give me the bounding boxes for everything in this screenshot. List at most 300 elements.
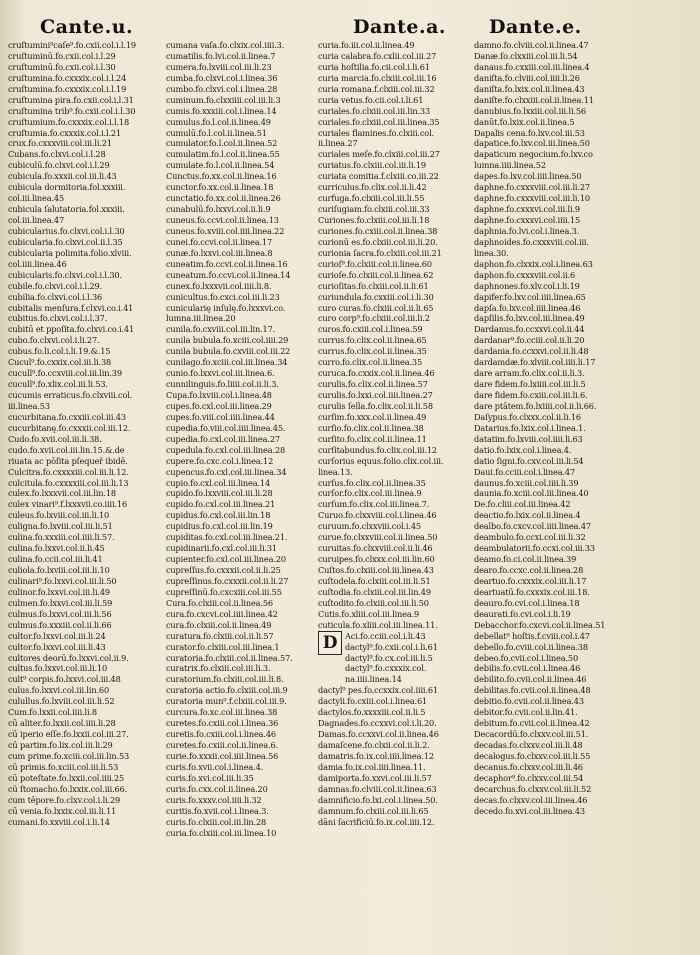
- index-entry: daniſta.fo.clviii.col.iiii.li.26: [474, 72, 580, 83]
- index-entry: cunilago.fo.xciii.col.iii.linea.34: [166, 357, 288, 368]
- index-entry: dare fidem.fo.cxiii.col.iii.li.6.: [474, 390, 588, 400]
- index-entry: culina.fo.xxxiii.col.iiii.li.57.: [8, 532, 115, 543]
- index-entry: curiata comitia.f.clxiii.co.iii.22: [318, 171, 439, 182]
- index-entry: col.iii.linea.45: [8, 193, 65, 204]
- index-entry: daphne.fo.cxxxvi.col.iiii.15: [474, 215, 581, 225]
- index-entry: cuſtodela.fo.clxiii.col.iii.li.51: [318, 575, 431, 586]
- index-entry: cruſtumina.fo.cxxxix.col.i.l.19: [8, 83, 127, 94]
- index-entry: curitis.fo.xvii.col.i.linea.3.: [166, 805, 269, 816]
- index-entry: cura.fo.cxcvi.col.iiii.linea.42: [166, 608, 278, 619]
- index-entry: curioſe.fo.clxiii.col.ii.linea.62: [318, 269, 434, 280]
- index-entry: dactylos.fo.xxxxiii.col.ii.li.5: [318, 707, 426, 718]
- index-entry: culmus.fo.xxxiii.col.ii.li.66: [8, 619, 112, 630]
- index-entry: curatoria actio.fo.clxiii.col.iii.9: [166, 685, 288, 696]
- index-entry: curcura.fo.xc.col.iii.linea.38: [166, 707, 278, 718]
- index-entry: decas.fo.clxxv.col.iii.linea.46: [474, 794, 588, 805]
- index-entry: daunia.fo.xciii.col.iii.linea.40: [474, 488, 589, 499]
- index-entry: cuſtodia.fo.clxiii.col.iii.lin.49: [318, 586, 431, 597]
- index-entry: danaus.fo.cxxiii.col.iii.linea.4: [474, 61, 590, 72]
- index-entry: currus.fo.clix.col.ii.linea.35: [318, 346, 427, 357]
- index-column-3-bottom: [318, 685, 478, 827]
- index-entry: curatrix.fo.clxiii.col.iii.li.3.: [166, 663, 271, 674]
- index-entry: curiales.fo.clxiii.col.iii.lin.33: [318, 105, 431, 116]
- index-entry: Cudo.fo.xvii.col.iii.li.38.: [8, 433, 102, 444]
- index-entry: Cutis.fo.xliii.col.iii.linea.9: [318, 608, 420, 619]
- index-entry: cū primis.fo.xciii.col.iii.li.53: [8, 761, 119, 772]
- index-entry: curiatus.fo.clxiii.col.iii.li.19: [318, 160, 426, 171]
- index-entry: cuſtodito.fo.clxiii.col.iii.li.50: [318, 597, 429, 608]
- index-entry: dardanar⁹.fo.cciii.col.ii.li.20: [474, 335, 585, 346]
- index-entry: dearo.fo.ccxc.col.ii.linea.28: [474, 565, 584, 575]
- index-entry: cuminum.fo.clxxiiii.col.iii.li.3: [166, 94, 281, 105]
- index-entry: cura.fo.clxiii.col.ii.linea.49: [166, 619, 272, 630]
- index-entry: culex vinari⁹.f.lxxxvii.co.iiii.16: [8, 499, 128, 510]
- index-entry: curiſugiam.fo.clxiii.col.iii.33: [318, 204, 430, 215]
- index-entry: cubicularis.fo.clxvi.col.i.l.30.: [8, 269, 122, 280]
- index-entry: cunabulū.fo.lxxvi.col.ii.li.9: [166, 204, 271, 215]
- index-entry: iii.linea.53: [8, 400, 50, 411]
- index-entry: curetes.fo.cxiii.col.i.linea.36: [166, 718, 279, 729]
- index-entry: damnas.fo.clviii.col.ii.linea.63: [318, 783, 437, 794]
- index-entry: Decacordū.fo.clxxv.col.iii.51.: [474, 729, 589, 740]
- index-entry: deambulatorii.fo.ccxi.col.iii.33: [474, 543, 595, 554]
- index-entry: cupedia.fo.cxl.col.iii.linea.27: [166, 433, 280, 444]
- index-entry: curiales.fo.clxiii.col.iii.linea.35: [318, 116, 440, 127]
- index-entry: curue.fo.clxxviii.col.ii.linea.50: [318, 532, 438, 543]
- index-entry: damnum.fo.clxiii.col.iii.li.65: [318, 805, 429, 816]
- index-entry: dardamdæ.fo.xlviii.col.iiii.li.17: [474, 357, 596, 368]
- index-entry: damaſcene.fo.clxii.col.ii.li.2.: [318, 740, 430, 750]
- index-entry: curie.fo.xxxii.col.iiii.linea.56: [166, 750, 279, 761]
- index-entry: culmus.fo.lxxvi.col.iii.li.56: [8, 608, 112, 619]
- index-entry: cumis.fo.xxxiii.col.i.linea.14: [166, 105, 277, 116]
- index-entry: culiola.fo.lxviii.col.iii.li.10: [8, 565, 110, 575]
- index-entry: curia vetus.fo.cii.col.i.li.61: [318, 94, 424, 105]
- index-entry: curſor.fo.clix.col.iii.linea.9: [318, 488, 422, 499]
- index-entry: curionū es.fo.clxiii.col.iii.li.20.: [318, 236, 438, 247]
- index-entry: decadas.fo.clxxv.col.iii.li.48: [474, 740, 583, 750]
- index-entry: daniſta.fo.lxix.col.ii.linea.43: [474, 83, 585, 94]
- index-entry: dactyl⁹ pes.fo.ccxxix.col.iiii.61: [318, 685, 438, 696]
- index-entry: cucull⁹.fo.xlix.col.iii.li.53.: [8, 379, 108, 390]
- index-entry: datatim.fo.lxviii.col.iiii.li.63: [474, 433, 583, 444]
- index-entry: cunctor.fo.xx.col.ii.linea.18: [166, 182, 274, 193]
- index-entry: cubitus.fo.clxvi.col.i.l.37.: [8, 313, 108, 324]
- index-entry: cruſtumina pira.fo.cxii.col.i.l.31: [8, 94, 134, 105]
- index-entry: curulis ſella.fo.clix.col.ii.li.58: [318, 400, 433, 411]
- index-entry: curro.fo.clix.col.ii.linea.35: [318, 357, 423, 368]
- index-entry: curia calabra.fo.cxlii.col.iii.27: [318, 50, 437, 61]
- index-entry: cucumis erraticus.fo.clxviii.col.: [8, 390, 133, 400]
- index-entry: cubiculū.fo.clxvi.col.i.l.29: [8, 160, 110, 171]
- index-entry: cruſtumium.fo.cxxxix.col.i.l.18: [8, 116, 130, 127]
- index-entry: cupiditas.fo.cxl.col.iii.linea.21.: [166, 532, 288, 543]
- index-entry: cubilia.fo.clxvi.col.i.l.36: [8, 291, 103, 302]
- index-entry: cubicularia.fo.clxvi.col.ii.l.35: [8, 236, 123, 247]
- index-entry: cubitū et ppoſita.fo.clxvi.co.i.41: [8, 324, 135, 335]
- index-entry: linea.30.: [474, 247, 509, 258]
- index-entry: decanus.fo.clxxv.col.iii.li.46: [474, 761, 583, 772]
- index-entry: culina.fo.ccii.col.iii.li.41: [8, 554, 103, 565]
- index-entry: Cuſtos.fo.clxiii.col.iii.linea.43: [318, 565, 434, 575]
- index-entry: damnificio.fo.lxi.col.i.linea.50.: [318, 794, 438, 805]
- index-entry: dealbo.fo.cxcv.col.iiii.linea.47: [474, 521, 591, 532]
- index-entry: Dapalis cena.fo.lxv.col.iii.53: [474, 127, 585, 138]
- index-entry: Curuo.fo.clxxviii.col.i.linea.46: [318, 510, 437, 521]
- index-entry: cunæ.fo.lxxvi.col.iii.linea.8: [166, 247, 273, 258]
- index-entry: cruſtumia.fo.cxxxix.col.i.l.21: [8, 127, 122, 138]
- index-entry: cunila bubula.fo.xciii.col.iiii.29: [166, 335, 289, 346]
- index-entry: Daſypus.fo.clxxx.col.ii.li.16: [474, 411, 581, 422]
- index-entry: debitum.fo.cvii.col.ii.linea.42: [474, 718, 590, 729]
- index-entry: damiporta.fo.xxvi.col.iii.li.57: [318, 772, 432, 783]
- index-entry: cupio.fo.cxl.col.iii.linea.14: [166, 477, 271, 488]
- index-entry: debilito.fo.cvii.col.ii.linea.46: [474, 674, 587, 685]
- index-entry: curſio.fo.clix.col.ii.linea.38: [318, 422, 424, 433]
- index-entry: daphne.fo.cxxxviii.col.iii.li.10: [474, 193, 590, 204]
- index-entry: Damas.fo.ccxxvi.col.ii.linea.46: [318, 729, 439, 740]
- index-entry: debellat⁹ hoſtis.f.cviii.col.i.47: [474, 630, 590, 641]
- index-entry: curionia ſacra.fo.clxiii.col.iii.21: [318, 247, 442, 258]
- index-entry: dāni ſacrificiū.fo.ix.col.iiii.12.: [318, 816, 435, 827]
- index-entry: ii.linea.27: [318, 138, 358, 149]
- index-entry: decedo.fo.xvi.col.iii.linea.43: [474, 805, 585, 816]
- index-entry: cumulatim.fo.l.col.ii.linea.55: [166, 149, 280, 160]
- index-entry: col.iiii.linea.46: [8, 258, 67, 269]
- index-entry: cunicularię inſulę.fo.lxxxvi.co.: [166, 302, 286, 313]
- index-entry: curſum.fo.clix.col.iii.linea.7.: [318, 499, 430, 510]
- index-entry: cū partim.fo.lix.col.iii.li.29: [8, 740, 113, 750]
- index-entry: cunila bubula.fo.cxviii.col.iii.22: [166, 346, 291, 357]
- index-entry: curatorium.fo.clxiii.col.iii.li.8.: [166, 674, 284, 685]
- index-entry: curo curas.fo.clxiii.col.ii.li.65: [318, 302, 434, 313]
- index-entry: cunex.fo.lxxxvii.col.iiii.li.8.: [166, 280, 272, 291]
- index-entry: cupes.fo.viii.col.iiii.linea.44: [166, 411, 275, 422]
- index-entry: Cucul⁹.fo.cxxix.col.iii.li.38: [8, 357, 112, 368]
- index-entry: culex.fo.lxxxvii.col.iii.lin.18: [8, 488, 116, 499]
- index-column-2: [166, 40, 316, 838]
- index-entry: cucurbitana.fo.cxxiii.col.iii.43: [8, 411, 126, 422]
- index-entry: cudo.fo.xvii.col.iii.lin.15.&.de: [8, 444, 125, 455]
- index-entry: Aci.fo.cciii.col.i.li.43: [345, 630, 426, 641]
- index-entry: debitio.fo.cvii.col.ii.linea.43: [474, 696, 584, 707]
- index-entry: curiones.fo.cxiii.col.ii.linea.38: [318, 225, 438, 236]
- index-entry: curſitabundus.fo.clix.col.iii.12: [318, 444, 437, 455]
- index-entry: cruſtuminū.fo.cxii.col.i.l.29: [8, 50, 116, 61]
- index-entry: cum tēpore.fo.clxv.col.i.li.29: [8, 794, 121, 805]
- index-entry: curo corp⁹.fo.clxiii.col.iii.li.2: [318, 313, 430, 324]
- index-entry: dactyl⁹.fo.cxii.col.i.li.61: [345, 641, 438, 652]
- index-entry: cubicula dormitoria.fol.xxxiii.: [8, 182, 126, 193]
- index-entry: curatura.fo.clxiii.col.ii.li.57: [166, 630, 274, 641]
- index-entry: damatris.fo.ix.col.iiii.linea.12: [318, 750, 434, 761]
- index-entry: riuata ac pōſita pſequeř ibidē.: [8, 455, 128, 466]
- index-entry: curia.fo.clxiii.col.iii.linea.10: [166, 827, 277, 838]
- index-entry: culus.fo.lxxvi.col.iii.lin.60: [8, 685, 110, 696]
- index-entry: curulis.fo.lxxi.col.iiii.linea.27: [318, 390, 433, 400]
- index-entry: curſito.fo.clix.col.ii.linea.11: [318, 433, 427, 444]
- index-entry: curetes.fo.cxiii.col.ii.linea.6.: [166, 740, 279, 750]
- index-entry: datio ſigni.fo.cxv.col.iii.li.54: [474, 455, 584, 466]
- index-entry: damno.fo.clviii.col.ii.linea.47: [474, 40, 589, 50]
- index-entry: curuitas.fo.clxxviii.col.ii.li.46: [318, 543, 433, 554]
- index-entry: cumulate.fo.l.col.ii.linea.54: [166, 160, 275, 171]
- index-entry: cunctatio.fo.xx.col.ii.linea.26: [166, 193, 281, 204]
- index-entry: curiundula.fo.cxxiii.col.i.li.30: [318, 291, 434, 302]
- index-entry: cumbo.fo.clxvi.col.i.linea.28: [166, 83, 278, 94]
- index-entry: cuticula.fo.xliii.col.iii.linea.11.: [318, 619, 438, 630]
- index-entry: culinor.fo.lxxvi.col.iii.li.49: [8, 586, 110, 597]
- index-entry: deactio.fo.lxix.col.ii.linea.4: [474, 510, 581, 521]
- index-entry: cucull⁹.fo.ccxviii.col.iii.lin.39: [8, 368, 122, 379]
- index-entry: cruſtumini⁹caſe⁹.fo.cxii.col.i.l.19: [8, 40, 136, 50]
- index-entry: culina.fo.lxxvi.col.ii.li.45: [8, 543, 105, 554]
- index-entry: cubitalis menſura.f.clxvi.co.i.41: [8, 302, 134, 313]
- index-entry: curatoria mun⁹.f.clxiii.col.iii.9.: [166, 696, 287, 707]
- index-entry: cruſtumina.fo.cxxxix.col.i.l.24: [8, 72, 127, 83]
- index-entry: cuneatim.fo.ccvi.col.ii.linea.16: [166, 258, 288, 269]
- index-entry: danūt.fo.lxix.col.ii.linea.5: [474, 116, 575, 127]
- index-entry: daphon.fo.cxxxviii.col.ii.6: [474, 269, 576, 280]
- index-entry: curia marcia.fo.clxiii.col.iii.16: [318, 72, 437, 83]
- index-entry: Dardanus.fo.ccxxvi.col.ii.44: [474, 324, 585, 335]
- index-entry: De.fo.cliii.col.iii.linea.42: [474, 499, 571, 510]
- index-entry: curis.fo.xxxv.col.iiii.li.32: [166, 794, 262, 805]
- index-entry: cupidus.fo.cxl.col.iii.lin.18: [166, 510, 271, 521]
- index-entry: Cum.fo.lxxii.col.iiii.li.8: [8, 707, 97, 718]
- index-entry: curatoria.fo.clxiii.col.ii.linea.57.: [166, 652, 293, 663]
- index-entry: cupes.fo.cxl.col.iii.linea.29: [166, 400, 272, 411]
- index-entry: cū ſtomacho.fo.lxxix.col.iii.66.: [8, 783, 128, 794]
- index-entry: curſus.fo.clix.col.ii.linea.35: [318, 477, 426, 488]
- index-entry: dactyl⁹.fo.cxxxix.col.: [345, 663, 427, 674]
- index-entry: cupedula.fo.cxl.col.iii.linea.28: [166, 444, 286, 455]
- index-entry: curuum.fo.clxxviii.col.i.45: [318, 521, 421, 532]
- index-entry: curuipes.fo.clxxx.col.iii.lin.60: [318, 554, 435, 565]
- index-entry: curis.fo.xvi.col.iii.li.35: [166, 772, 254, 783]
- index-entry: curiales meſe.fo.clxiii.col.iii.27: [318, 149, 440, 160]
- index-entry: currus.fo.clix.col.ii.linea.65: [318, 335, 427, 346]
- index-entry: debello.fo.cviii.col.ii.linea.38: [474, 641, 588, 652]
- index-entry: Daui.fo.cciii.col.i.linea.47: [474, 466, 576, 477]
- index-entry: deambulo.fo.ccxi.col.iii.li.32: [474, 532, 586, 543]
- index-entry: cubus.fo.li.col.i.li.19.&.15: [8, 346, 111, 357]
- index-entry: curioſ⁹.fo.clxiii.col.ii.linea.60: [318, 258, 432, 269]
- index-entry: curos.fo.cxiii.col.i.linea.59: [318, 324, 423, 335]
- index-entry: cubicula.fo.xxxii.col.iii.li.43: [8, 171, 117, 182]
- index-entry: curſim.fo.xxx.col.ii.linea.49: [318, 411, 427, 422]
- index-entry: curetis.fo.cxiii.col.i.linea.46: [166, 729, 276, 740]
- decorated-initial-letter: D: [318, 631, 342, 655]
- index-entry: cult⁹ corpis.fo.lxxvi.col.iii.48: [8, 674, 121, 685]
- index-entry: dactyl⁹.fo.cx.col.iii.li.5: [345, 652, 433, 663]
- index-entry: cubo.fo.clxvi.col.i.li.27.: [8, 335, 100, 346]
- index-entry: lumna.iii.linea.20: [166, 313, 236, 324]
- running-head-middle: Dante.a.: [353, 16, 447, 38]
- index-entry: daunus.fo.xciii.col.iiii.li.39: [474, 477, 579, 488]
- index-entry: Debacchor.fo.cxcvi.col.ii.linea.51: [474, 619, 606, 630]
- index-entry: deartuatū.fo.cxxxix.col.iii.18.: [474, 586, 590, 597]
- index-entry: Dagnades.fo.ccxxvi.col.i.li.20.: [318, 718, 437, 729]
- index-entry: cubile.fo.clxvi.col.i.l.29.: [8, 280, 103, 291]
- index-entry: cupencus.fo.cxl.col.iii.linea.34: [166, 466, 287, 477]
- index-entry: dapſa.fo.lxv.col.iiii.linea.46: [474, 302, 581, 313]
- index-entry: lumna.iiii.linea.52: [474, 160, 546, 171]
- index-entry: curia hoſtilia.fo.cii.col.i.li.61: [318, 61, 430, 72]
- index-entry: daniſte.fo.clxxiii.col.ii.linea.11: [474, 94, 594, 105]
- index-entry: cruſtumina trib⁹.fo.cxii.col.i.l.30: [8, 105, 136, 116]
- index-entry: curis.fo.xvii.col.i.linea.4.: [166, 761, 264, 772]
- index-entry: deaurati.fo.cvi.col.i.li.19: [474, 608, 571, 619]
- index-entry: curator.fo.clxiii.col.iii.linea.1: [166, 641, 280, 652]
- index-entry: culinari⁹.fo.lxxvi.col.iii.li.50: [8, 575, 117, 586]
- index-entry: cum prime.fo.xciii.col.iii.lin.53: [8, 750, 130, 761]
- index-entry: cubicula ſalutatoria.fol.xxxiii.: [8, 204, 125, 215]
- index-entry: cuneatum.fo.ccvi.col.ii.linea.14: [166, 269, 291, 280]
- index-entry: curſorius equus.folio.clix.col.iii.: [318, 455, 444, 466]
- index-entry: curis.fo.clxiii.col.iii.lin.28: [166, 816, 267, 827]
- index-entry: daphne.fo.cxxxvi.col.iii.li.9: [474, 204, 580, 215]
- index-entry: curiales flamines.fo.clxiii.col.: [318, 127, 435, 138]
- index-entry: culmen.fo.lxxvi.col.iii.li.59: [8, 597, 113, 608]
- index-entry: cū iperio eſſe.fo.lxxii.col.iii.27.: [8, 729, 129, 740]
- index-entry: na.iiii.linea.14: [345, 674, 402, 685]
- index-entry: cunei.fo.ccvi.col.ii.linea.17: [166, 236, 273, 247]
- index-entry: col.iii.linea.47: [8, 215, 65, 225]
- index-entry: culeus.fo.lxviii.col.iii.li.10: [8, 510, 110, 521]
- index-entry: cumba.fo.clxvi.col.i.linea.36: [166, 72, 278, 83]
- index-entry: cumulus.fo.l.col.ii.linea.49: [166, 116, 271, 127]
- index-entry: dare fidem.fo.lxiiii.col.iii.li.5: [474, 379, 586, 390]
- index-entry: decarchus.fo.clxxv.col.iii.li.52: [474, 783, 592, 794]
- index-entry: culullus.fo.lxviii.col.iii.li.52: [8, 696, 115, 707]
- index-entry: curia romana.f.clxiii.col.iii.32: [318, 83, 435, 94]
- index-entry: debilitas.fo.cvii.col.ii.linea.48: [474, 685, 591, 696]
- index-entry: culigna.fo.lxviii.col.iii.li.51: [8, 521, 113, 532]
- index-entry: dapes.fo.lxv.col.iiii.linea.50: [474, 171, 582, 182]
- index-entry: cubicularia polimita.folio.xlviii.: [8, 247, 132, 258]
- index-entry: cupido.fo.lxxviii.col.iii.li.28: [166, 488, 273, 499]
- index-entry: cū aliter.fo.lxxii.col.iiii.li.28: [8, 718, 116, 729]
- index-entry: cumatilis.fo.lvi.col.ii.linea.7: [166, 50, 276, 61]
- index-column-3-top: [318, 40, 478, 631]
- index-entry: dapifer.fo.lxv.col.iiii.linea.65: [474, 291, 586, 302]
- index-entry: Cubans.fo.clxvi.col.i.l.28: [8, 149, 106, 160]
- index-entry: daphnoides.fo.cxxxviii.col.iii.: [474, 236, 589, 247]
- index-entry: daphon.fo.clxxix.col.i.linea.63: [474, 258, 593, 269]
- index-entry: crux.fo.cxxxviii.col.iii.li.21: [8, 138, 112, 149]
- index-entry: daphnones.fo.xlv.col.i.li.19: [474, 280, 580, 291]
- index-entry: dapatice.fo.lxv.col.iii.linea.50: [474, 138, 590, 149]
- index-entry: cuneus.fo.ccvi.col.ii.linea.13: [166, 215, 279, 225]
- index-entry: curfuga.fo.clxiii.col.iii.li.55: [318, 193, 425, 204]
- index-entry: cuneus.fo.xviii.col.iiii.linea.22: [166, 225, 285, 236]
- index-entry: dare ptātem.fo.lxiiii.col.ii.li.66.: [474, 400, 597, 411]
- index-entry: linea.13.: [318, 466, 353, 477]
- index-entry: deauro.fo.cvi.col.i.linea.18: [474, 597, 580, 608]
- index-entry: cultus.fo.lxxvi.col.iii.li.10: [8, 663, 108, 674]
- index-column-1: [8, 40, 166, 828]
- index-entry: dapaticum negocium.fo.lxv.co: [474, 149, 593, 160]
- index-entry: cultores deorū.fo.lxxvi.col.ii.9.: [8, 652, 129, 663]
- index-entry: cū venia.fo.lxxix.col.iii.li.11: [8, 805, 117, 816]
- index-entry: cupidinarii.fo.cxl.col.iii.li.31: [166, 543, 277, 554]
- index-entry: cumera.fo.lxviii.col.iii.li.23: [166, 61, 272, 72]
- index-entry: cupedia.fo.viii.col.iiii.linea.45.: [166, 422, 286, 433]
- index-entry: curioſitas.fo.clxiii.col.ii.li.61: [318, 280, 429, 291]
- index-entry: cunnilinguis.fo.liiii.col.ii.li.3.: [166, 379, 279, 390]
- index-entry: damia.fo.ix.col.iiii.linea.11.: [318, 761, 426, 772]
- index-entry: dapſilis.fo.lxv.col.iii.linea.49: [474, 313, 585, 324]
- index-entry: decalogus.fo.clxxv.col.iii.li.55: [474, 750, 591, 761]
- index-entry: cū poteſtate.fo.lxxii.col.iiii.25: [8, 772, 125, 783]
- index-entry: Curiones.fo.clxiii.col.iii.li.18: [318, 215, 430, 225]
- index-entry: curuca.fo.cxxix.col.ii.linea.46: [318, 368, 435, 379]
- index-entry: curriculus.fo.clix.col.ii.li.42: [318, 182, 427, 193]
- running-head-left: Cante.u.: [40, 16, 134, 38]
- index-entry: Danæ.fo.clxxiii.col.iii.li.54: [474, 50, 578, 61]
- index-entry: cultor.fo.lxxvi.col.iii.li.24: [8, 630, 106, 641]
- index-entry: cumulator.fo.l.col.ii.linea.52: [166, 138, 278, 149]
- initial-block: [318, 631, 478, 686]
- index-entry: decaphor⁹.fo.clxxv.col.iii.54: [474, 772, 584, 783]
- index-entry: deartuo.fo.cxxxix.col.iii.li.17: [474, 575, 587, 586]
- index-entry: cultor.fo.lxxvi.col.iii.li.43: [8, 641, 106, 652]
- index-entry: dare arram.fo.clix.col.ii.li.3.: [474, 368, 585, 379]
- running-head-right: Dante.e.: [489, 16, 582, 38]
- initial-block-lines: [345, 631, 438, 686]
- index-entry: cunicultus.fo.cxci.col.iii.li.23: [166, 291, 280, 302]
- index-entry: daphnia.fo.lvi.col.i.linea.3.: [474, 225, 580, 236]
- index-entry: cunio.fo.lxxvi.col.iii.linea.6.: [166, 368, 275, 379]
- index-entry: Cupa.fo.lxviii.col.i.linea.48: [166, 390, 272, 400]
- index-entry: dactyli.fo.cxiii.col.i.linea.61: [318, 696, 428, 707]
- index-entry: Cura.fo.clxiii.col.ii.linea.56: [166, 597, 273, 608]
- index-entry: cumani.fo.xxviii.col.i.li.14: [8, 816, 110, 827]
- index-entry: cupienter.fo.cxl.col.iii.linea.20: [166, 554, 286, 565]
- index-entry: Culcitra.fo.cxxxxiii.col.iii.li.12.: [8, 466, 129, 477]
- index-entry: cruſtuminū.fo.cxii.col.i.l.30: [8, 61, 116, 72]
- index-entry: daphne.fo.cxxxviii.col.iii.li.27: [474, 182, 590, 193]
- index-entry: debeo.fo.cvii.col.i.linea.50: [474, 652, 579, 663]
- index-entry: cucurbitanę.fo.cxxxii.col.iii.12.: [8, 422, 131, 433]
- index-entry: cupreſſinū.fo.cxcxiii.col.iii.55: [166, 586, 282, 597]
- index-entry: Cunctus.fo.xx.col.ii.linea.16: [166, 171, 277, 182]
- index-entry: cumulū.fo.l.col.ii.linea.51: [166, 127, 267, 138]
- index-entry: cupreſſus.fo.cxxxii.col.ii.li.25: [166, 565, 281, 575]
- index-column-4: [474, 40, 644, 817]
- index-entry: debilis.fo.cvii.col.i.linea.46: [474, 663, 581, 674]
- index-entry: culcitula.fo.cxxxxiii.col.iii.li.13: [8, 477, 129, 488]
- index-entry: curis.fo.cxx.col.ii.linea.20: [166, 783, 268, 794]
- index-entry: debitor.fo.cvii.col.ii.lin.41.: [474, 707, 578, 718]
- index-entry: danubius.fo.lxxiii.col.iii.li.56: [474, 105, 586, 116]
- index-entry: cubicularius.fo.clxvi.col.i.l.30: [8, 225, 125, 236]
- index-entry: curia.fo.iii.col.ii.linea.49: [318, 40, 415, 50]
- index-entry: cupido.fo.cxl.col.iii.linea.21: [166, 499, 276, 510]
- index-entry: Datarius.fo.lxix.col.i.linea.1.: [474, 422, 586, 433]
- index-entry: datio.fo.lxix.col.i.linea.4.: [474, 444, 572, 455]
- index-entry: cupreſſinus.fo.cxxxii.col.ii.li.27: [166, 575, 289, 586]
- index-entry: cunila.fo.cxviii.col.iii.lin.17.: [166, 324, 276, 335]
- index-entry: dardania.fo.ccxxvi.col.ii.li.48: [474, 346, 589, 357]
- index-entry: cupidius.fo.cxl.col.iii.lin.19: [166, 521, 273, 532]
- index-column-3: [318, 40, 478, 828]
- index-entry: curulis.fo.clix.col.ii.linea.57: [318, 379, 428, 390]
- index-entry: cumana vaſa.fo.clxix.col.iiii.3.: [166, 40, 285, 50]
- index-entry: deamo.fo.ci.col.ii.linea.39: [474, 554, 577, 565]
- index-entry: cupere.fo.cxc.col.i.linea.12: [166, 455, 274, 466]
